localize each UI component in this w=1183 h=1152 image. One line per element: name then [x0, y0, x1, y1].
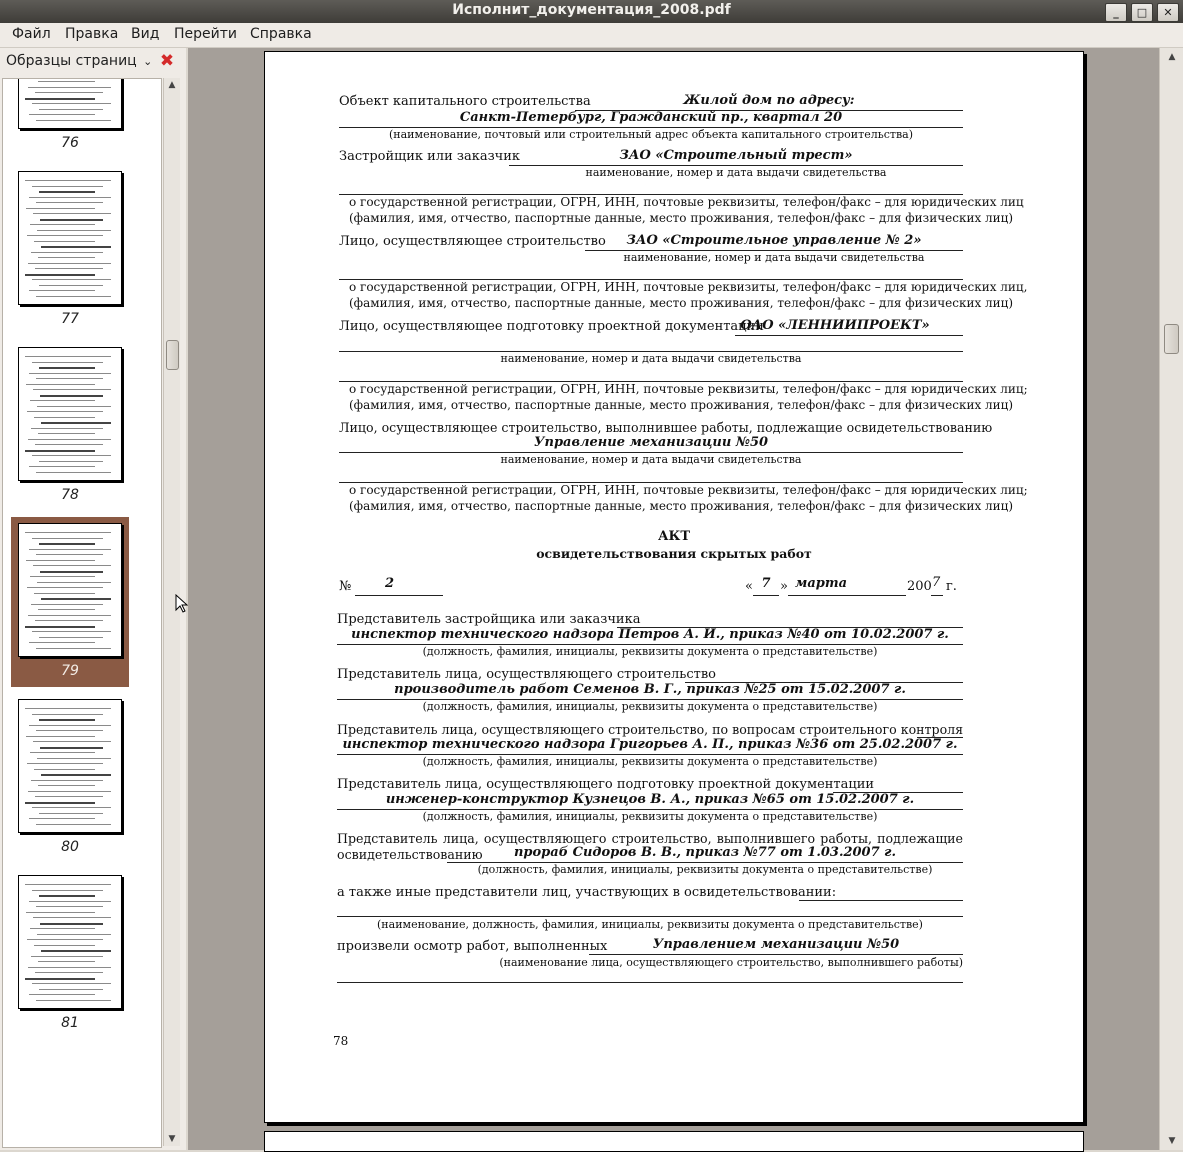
- person-text-3: (фамилия, имя, отчество, паспортные данные, место проживания, телефон/факс – для физических лиц): [349, 398, 1014, 412]
- thumbnail-image: [18, 875, 122, 1009]
- inspection-caption: (наименование лица, осуществляющего строительство, выполнившего работы): [499, 956, 963, 969]
- thumbnail-image: [18, 523, 122, 657]
- rep3-caption: (должность, фамилия, инициалы, реквизиты документа о представительстве): [422, 755, 878, 768]
- builder-caption: наименование, номер и дата выдачи свидетельства: [623, 251, 925, 264]
- window-title: Исполнит_документация_2008.pdf: [452, 2, 731, 18]
- rep2-value: производитель работ Семенов В. Г., приказ №25 от 15.02.2007 г.: [394, 682, 906, 697]
- thumbnail-page[interactable]: [11, 78, 129, 159]
- builder-label: Лицо, осуществляющее строительство: [339, 234, 606, 249]
- rep1-label: Представитель застройщика или заказчика: [337, 612, 641, 627]
- menu-file[interactable]: Файл: [12, 26, 51, 42]
- others-caption: (наименование, должность, фамилия, инициалы, реквизиты документа о представительстве): [377, 918, 923, 931]
- thumbnail-page[interactable]: [11, 693, 129, 863]
- maximize-button[interactable]: □: [1131, 3, 1153, 22]
- rep1-caption: (должность, фамилия, инициалы, реквизиты документа о представительстве): [422, 645, 878, 658]
- document-view[interactable]: [188, 48, 1159, 1150]
- rep5-caption: (должность, фамилия, инициалы, реквизиты документа о представительстве): [477, 863, 933, 876]
- works-label: Лицо, осуществляющее строительство, выполнившее работы, подлежащие освидетельствованию: [339, 420, 993, 435]
- date-quote-close: »: [780, 579, 788, 594]
- thumbnail-page-number: 77: [61, 311, 79, 327]
- underline: [589, 954, 963, 955]
- underline: [735, 335, 963, 336]
- underline: [788, 595, 906, 596]
- rep2-caption: (должность, фамилия, инициалы, реквизиты документа о представительстве): [422, 700, 878, 713]
- designer-label: Лицо, осуществляющее подготовку проектной документации: [339, 319, 764, 334]
- registration-text-1: о государственной регистрации, ОГРН, ИНН, почтовые реквизиты, телефон/факс – для юридических лиц: [349, 195, 1024, 209]
- document-scroll-thumb[interactable]: [1164, 324, 1179, 354]
- registration-text-4: о государственной регистрации, ОГРН, ИНН, почтовые реквизиты, телефон/факс – для юридических лиц;: [349, 483, 1028, 497]
- rep2-label: Представитель лица, осуществляющего строительство: [337, 667, 716, 682]
- rep3-label: Представитель лица, осуществляющего строительство, по вопросам строительного контроля: [337, 722, 964, 737]
- thumbnail-image: [18, 171, 122, 305]
- minimize-button[interactable]: _: [1105, 3, 1127, 22]
- act-number-label: №: [339, 579, 352, 594]
- close-icon[interactable]: ✖: [159, 51, 175, 71]
- rep5-label: Представитель лица, осуществляющего строительство, выполнившего работы, подлежащие освидетельствованию: [337, 831, 963, 862]
- thumbnail-page-number: 76: [61, 135, 79, 151]
- date-day: 7: [761, 576, 771, 591]
- window-titlebar: [0, 0, 1183, 23]
- date-year-suffix: г.: [946, 579, 957, 594]
- close-window-button[interactable]: ✕: [1157, 3, 1179, 22]
- thumbnail-page[interactable]: [11, 165, 129, 335]
- underline: [355, 595, 443, 596]
- object-caption: (наименование, почтовый или строительный адрес объекта капитального строительства): [389, 128, 913, 141]
- object-value: Жилой дом по адресу:: [683, 93, 855, 108]
- object-label: Объект капитального строительства: [339, 94, 591, 109]
- thumbnail-page[interactable]: [11, 869, 129, 1039]
- rep5-value: прораб Сидоров В. В., приказ №77 от 1.03.2007 г.: [513, 845, 897, 860]
- others-label: а также иные представители лиц, участвующих в освидетельствовании:: [337, 885, 837, 900]
- thumbnail-image: [18, 347, 122, 481]
- thumbnail-list[interactable]: [2, 78, 162, 1148]
- thumbnail-image: [18, 699, 122, 833]
- sidebar: [0, 48, 186, 1150]
- thumbnail-page[interactable]: [11, 341, 129, 511]
- works-value: Управление механизации №50: [533, 435, 769, 450]
- person-text-1: (фамилия, имя, отчество, паспортные данные, место проживания, телефон/факс – для физических лиц): [349, 211, 1014, 225]
- registration-text-2: о государственной регистрации, ОГРН, ИНН, почтовые реквизиты, телефон/факс – для юридических лиц,: [349, 280, 1028, 294]
- date-quote-open: «: [745, 579, 753, 594]
- sidebar-mode-select[interactable]: [6, 53, 152, 69]
- menu-view[interactable]: Вид: [131, 26, 160, 42]
- date-year-digit: 7: [932, 575, 941, 590]
- designer-caption: наименование, номер и дата выдачи свидетельства: [500, 352, 802, 365]
- menu-edit[interactable]: Правка: [65, 26, 119, 42]
- inspection-label: произвели осмотр работ, выполненных: [337, 939, 608, 954]
- underline: [931, 595, 943, 596]
- developer-value: ЗАО «Строительный трест»: [619, 148, 853, 163]
- next-document-page: [264, 1131, 1084, 1152]
- rep4-caption: (должность, фамилия, инициалы, реквизиты документа о представительстве): [422, 810, 878, 823]
- developer-label: Застройщик или заказчик: [339, 149, 521, 164]
- thumbnail-page-number: 80: [61, 839, 79, 855]
- person-text-4: (фамилия, имя, отчество, паспортные данные, место проживания, телефон/факс – для физических лиц): [349, 499, 1014, 513]
- thumbnail-page-number: 81: [61, 1015, 79, 1031]
- scroll-up-icon[interactable]: ▲: [1168, 52, 1176, 62]
- rep4-value: инженер-конструктор Кузнецов В. А., приказ №65 от 15.02.2007 г.: [385, 792, 915, 807]
- date-year-prefix: 200: [907, 579, 932, 594]
- rep1-value: инспектор технического надзора Петров А. И., приказ №40 от 10.02.2007 г.: [351, 627, 949, 642]
- designer-value: ОАО «ЛЕННИИПРОЕКТ»: [740, 318, 930, 333]
- date-month: марта: [794, 576, 848, 591]
- works-caption: наименование, номер и дата выдачи свидетельства: [500, 453, 802, 466]
- builder-value: ЗАО «Строительное управление № 2»: [626, 233, 922, 248]
- document-page: [264, 51, 1084, 1123]
- menu-help[interactable]: Справка: [250, 26, 312, 42]
- scroll-up-icon[interactable]: ▲: [168, 80, 176, 90]
- developer-caption: наименование, номер и дата выдачи свидетельства: [585, 166, 887, 179]
- underline: [753, 595, 779, 596]
- underline: [799, 900, 963, 901]
- registration-text-3: о государственной регистрации, ОГРН, ИНН, почтовые реквизиты, телефон/факс – для юридических лиц;: [349, 382, 1028, 396]
- person-text-2: (фамилия, имя, отчество, паспортные данные, место проживания, телефон/факс – для физических лиц): [349, 296, 1014, 310]
- thumbnail-image: [18, 78, 122, 129]
- underline: [337, 982, 963, 983]
- scroll-down-icon[interactable]: ▼: [1168, 1136, 1176, 1146]
- act-subtitle: освидетельствования скрытых работ: [536, 546, 812, 561]
- inspection-value: Управлением механизации №50: [652, 937, 900, 952]
- act-title: АКТ: [657, 529, 691, 544]
- scroll-down-icon[interactable]: ▼: [168, 1134, 176, 1144]
- chevron-down-icon: ⌄: [143, 55, 153, 68]
- document-scrollbar[interactable]: [1159, 48, 1183, 1150]
- sidebar-scroll-thumb[interactable]: [166, 340, 179, 370]
- sidebar-header: [0, 48, 186, 76]
- menubar: [0, 23, 1183, 48]
- rep3-value: инспектор технического надзора Григорьев А. П., приказ №36 от 25.02.2007 г.: [342, 737, 958, 752]
- thumbnail-page-number: 78: [61, 487, 79, 503]
- menu-go[interactable]: Перейти: [174, 26, 237, 42]
- object-address: Санкт-Петербург, Гражданский пр., квартал 20: [459, 110, 843, 125]
- rep4-label: Представитель лица, осуществляющего подготовку проектной документации: [337, 777, 875, 792]
- thumbnail-page[interactable]: [11, 517, 129, 687]
- underline: [337, 916, 963, 917]
- page-number: 78: [333, 1034, 349, 1048]
- mouse-pointer-icon: [175, 594, 189, 614]
- thumbnail-page-number: 79: [61, 663, 79, 679]
- act-number-value: 2: [385, 576, 395, 591]
- sidebar-mode-label: Образцы страниц: [6, 53, 137, 69]
